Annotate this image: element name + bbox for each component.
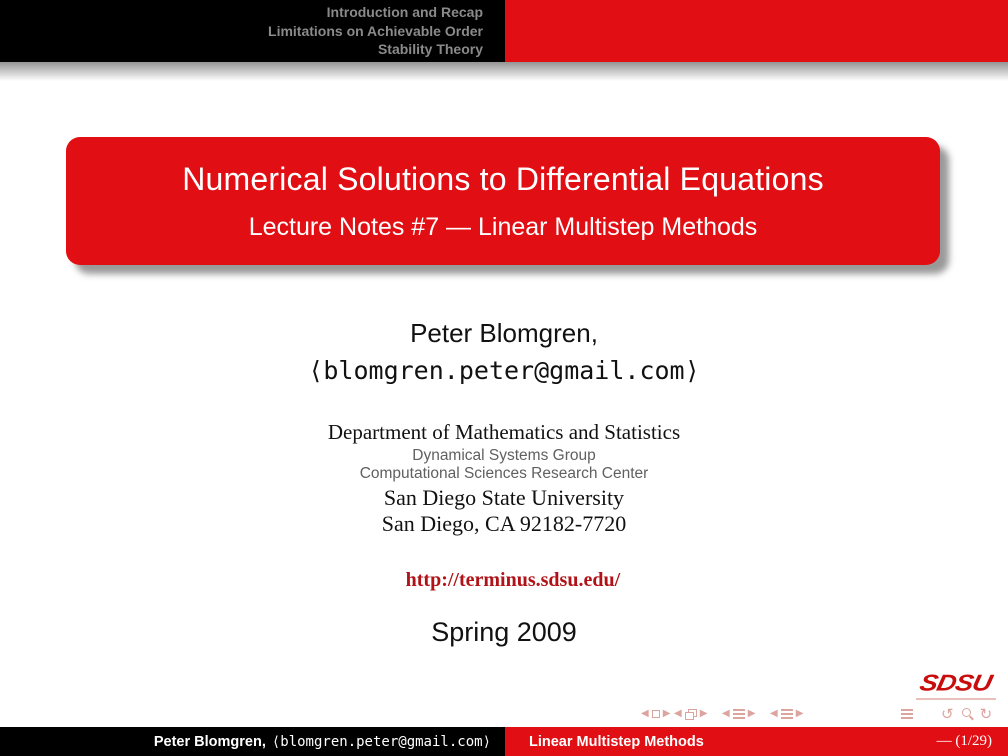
footer-title-bar xyxy=(505,727,1008,756)
section-icon[interactable] xyxy=(781,709,793,719)
prev-section-icon[interactable]: ◀ xyxy=(770,708,778,719)
next-slide-icon[interactable]: ▶ xyxy=(662,708,671,719)
next-frame-icon[interactable]: ▶ xyxy=(699,708,708,719)
institute-center: Computational Sciences Research Center xyxy=(359,465,649,482)
sdsu-logo-text: SDSU xyxy=(917,670,995,696)
slide-icon[interactable] xyxy=(652,710,660,718)
header-shadow xyxy=(0,62,1008,81)
website-link[interactable]: http://terminus.sdsu.edu/ xyxy=(405,569,621,591)
next-section-icon[interactable]: ▶ xyxy=(795,708,804,719)
page-title: Numerical Solutions to Differential Equations xyxy=(182,160,824,197)
breadcrumb-item[interactable]: Limitations on Achievable Order xyxy=(268,22,483,39)
forward-icon[interactable]: ↻ xyxy=(979,705,993,723)
institute-group: Dynamical Systems Group xyxy=(412,447,596,464)
prev-slide-icon[interactable]: ◀ xyxy=(641,708,649,719)
footer-author-name: Peter Blomgren, xyxy=(153,733,266,750)
slide-nav-group xyxy=(641,706,670,722)
breadcrumb-item[interactable]: Introduction and Recap xyxy=(326,4,483,20)
prev-frame-icon[interactable]: ◀ xyxy=(674,708,682,719)
sdsu-logo-tagline xyxy=(916,698,996,700)
history-group xyxy=(941,706,992,722)
subsection-nav-group xyxy=(722,706,755,722)
beamer-navigation-bar xyxy=(641,706,996,722)
footer-author-bar xyxy=(0,727,505,756)
footer-page-indicator: — (1/29) xyxy=(936,733,992,749)
breadcrumb-item[interactable]: Stability Theory xyxy=(377,41,483,57)
institute-address: San Diego, CA 92182-7720 xyxy=(381,511,627,536)
appendix-group xyxy=(901,706,913,722)
prev-subsection-icon[interactable]: ◀ xyxy=(722,708,730,719)
search-icon[interactable] xyxy=(960,707,974,721)
frame-nav-group xyxy=(674,706,707,722)
footer-author-email: ⟨blomgren.peter@gmail.com⟩ xyxy=(271,733,491,750)
semester-label: Spring 2009 xyxy=(431,617,577,647)
appendix-icon[interactable] xyxy=(901,709,913,719)
back-icon[interactable]: ↺ xyxy=(941,705,954,723)
page-subtitle: Lecture Notes #7 — Linear Multistep Methods xyxy=(248,212,758,241)
institute-department: Department of Mathematics and Statistics xyxy=(327,420,681,444)
author-email: ⟨blomgren.peter@gmail.com⟩ xyxy=(308,356,700,385)
url-line xyxy=(0,551,1008,610)
footer-short-title: Linear Multistep Methods xyxy=(529,733,704,750)
sdsu-logo xyxy=(916,670,996,700)
title-card xyxy=(66,137,940,265)
subsection-icon[interactable] xyxy=(733,709,745,719)
frame-icon[interactable] xyxy=(685,709,697,720)
institute-university: San Diego State University xyxy=(383,485,625,510)
header-section-list xyxy=(0,0,505,62)
next-subsection-icon[interactable]: ▶ xyxy=(747,708,756,719)
author-name: Peter Blomgren, xyxy=(410,318,598,348)
header-red-bar xyxy=(505,0,1008,62)
section-nav-group xyxy=(770,706,803,722)
